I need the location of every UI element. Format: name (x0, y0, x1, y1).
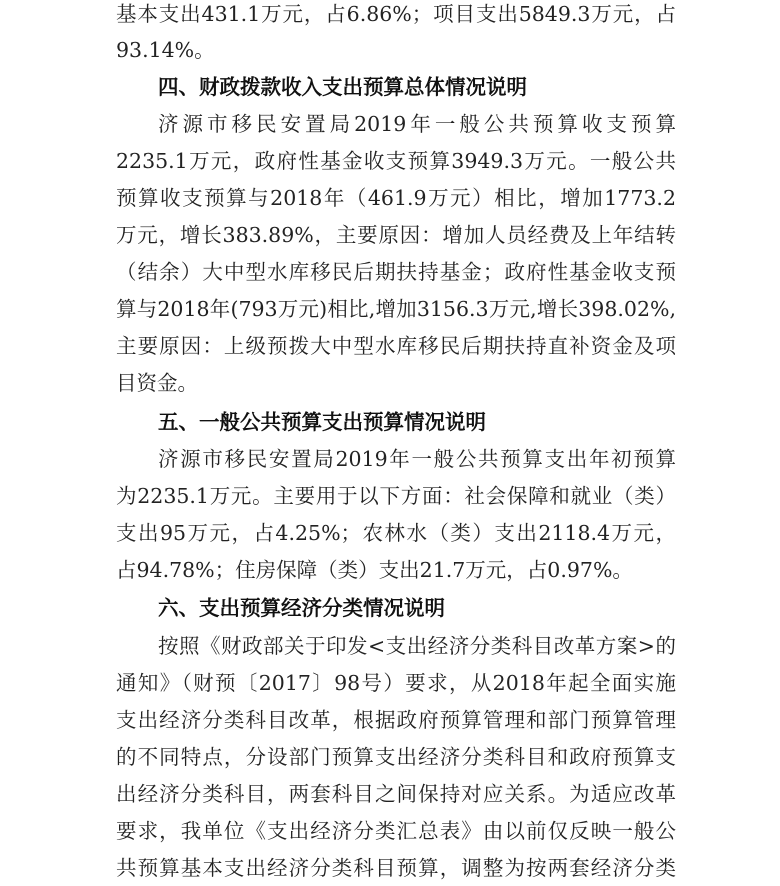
text-line: 按照《财政部关于印发<支出经济分类科目改革方案>的 (158, 634, 676, 658)
text-line: 预算收支预算与2018年（461.9万元）相比，增加1773.2 (116, 186, 676, 210)
text-line: 93.14%。 (116, 38, 215, 62)
text-line: （结余）大中型水库移民后期扶持基金；政府性基金收支预 (116, 260, 676, 284)
text-line: 主要原因：上级预拨大中型水库移民后期扶持直补资金及项 (116, 334, 676, 358)
text-line: 万元，增长383.89%，主要原因：增加人员经费及上年结转 (116, 223, 676, 247)
text-line: 共预算基本支出经济分类科目预算，调整为按两套经济分类 (116, 856, 676, 880)
text-line: 济源市移民安置局2019年一般公共预算收支预算 (158, 112, 676, 136)
text-line: 要求，我单位《支出经济分类汇总表》由以前仅反映一般公 (116, 819, 676, 843)
text-line: 2235.1万元，政府性基金收支预算3949.3万元。一般公共 (116, 149, 676, 173)
section-heading: 四、财政拨款收入支出预算总体情况说明 (158, 75, 527, 99)
section-heading: 六、支出预算经济分类情况说明 (158, 596, 445, 620)
section-heading: 五、一般公共预算支出预算情况说明 (158, 410, 486, 434)
text-line: 通知》（财预〔2017〕98号）要求，从2018年起全面实施 (116, 671, 676, 695)
text-line: 占94.78%；住房保障（类）支出21.7万元，占0.97%。 (116, 558, 633, 582)
text-line: 支出95万元，占4.25%；农林水（类）支出2118.4万元， (116, 521, 676, 545)
text-line: 济源市移民安置局2019年一般公共预算支出年初预算 (158, 447, 676, 471)
text-line: 基本支出431.1万元，占6.86%；项目支出5849.3万元，占 (116, 2, 676, 26)
text-line: 的不同特点，分设部门预算支出经济分类科目和政府预算支 (116, 745, 676, 769)
text-line: 为2235.1万元。主要用于以下方面：社会保障和就业（类） (116, 484, 676, 508)
text-line: 目资金。 (116, 371, 198, 395)
text-line: 出经济分类科目，两套科目之间保持对应关系。为适应改革 (116, 782, 676, 806)
text-line: 支出经济分类科目改革，根据政府预算管理和部门预算管理 (116, 708, 676, 732)
text-line: 算与2018年(793万元)相比,增加3156.3万元,增长398.02%, (116, 297, 676, 321)
